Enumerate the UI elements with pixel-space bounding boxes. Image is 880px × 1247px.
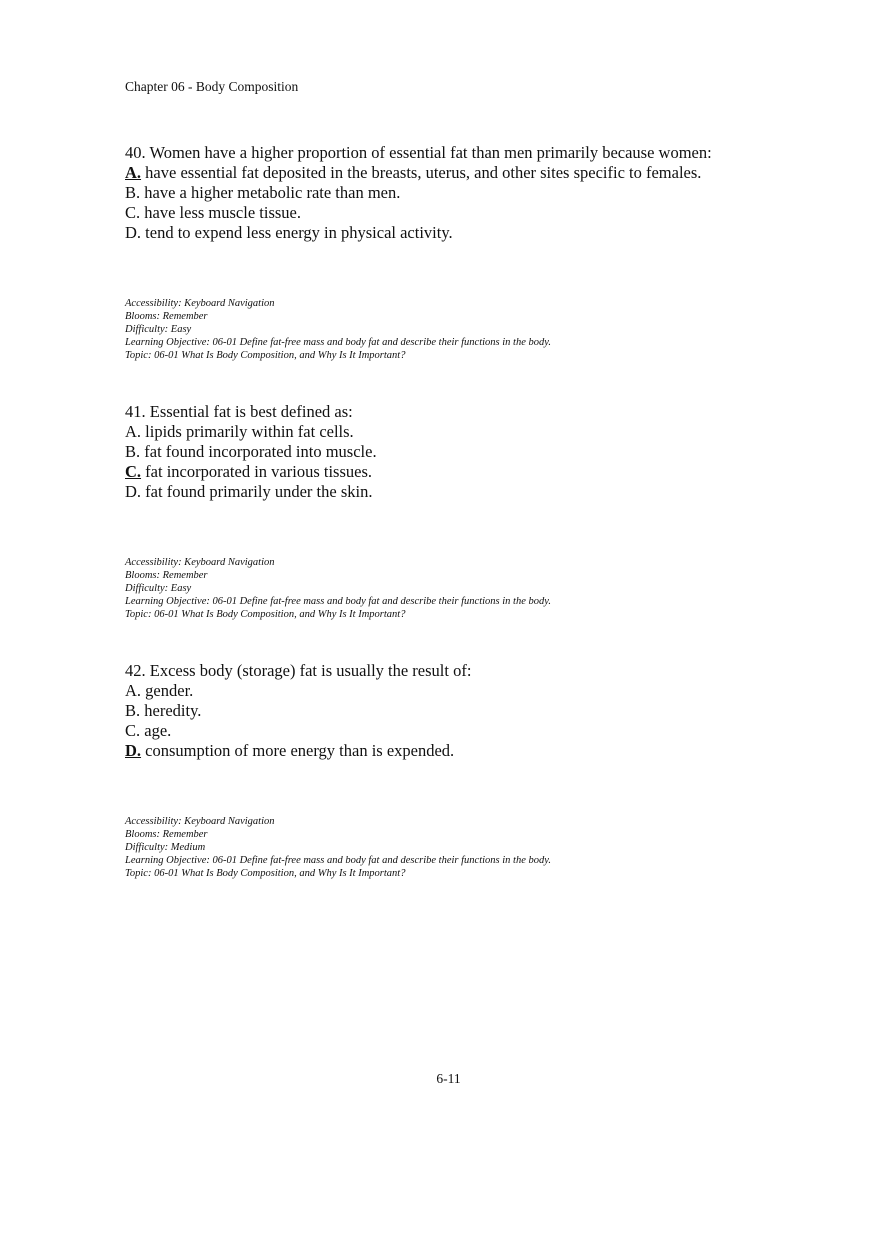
option-text: fat found primarily under the skin.: [141, 482, 373, 501]
answer-option-c: [125, 203, 825, 223]
meta-topic: Topic: 06-01 What Is Body Composition, and Why Is It Important?: [125, 609, 406, 620]
option-text: have a higher metabolic rate than men.: [140, 183, 401, 202]
meta-accessibility: Accessibility: Keyboard Navigation: [125, 298, 275, 309]
meta-accessibility: Accessibility: Keyboard Navigation: [125, 816, 275, 827]
option-letter: A.: [125, 422, 142, 441]
option-letter: B.: [125, 442, 141, 461]
meta-difficulty: Difficulty: Easy: [125, 324, 192, 335]
correct-answer-letter: D.: [125, 741, 142, 760]
option-text: gender.: [141, 681, 194, 700]
chapter-header: Chapter 06 - Body Composition: [125, 79, 299, 94]
meta-learning-objective: Learning Objective: 06-01 Define fat-free mass and body fat and describe their functions in the body.: [125, 596, 551, 607]
answer-option-c: [125, 462, 825, 482]
answer-option-a: [125, 163, 825, 183]
question-metadata: [125, 297, 825, 362]
meta-topic: Topic: 06-01 What Is Body Composition, and Why Is It Important?: [125, 350, 406, 361]
correct-answer-letter: C.: [125, 462, 142, 481]
question-40: [125, 143, 825, 362]
answer-option-a: [125, 681, 825, 701]
question-stem: 41. Essential fat is best defined as:: [125, 402, 353, 421]
answer-option-b: [125, 183, 825, 203]
meta-difficulty: Difficulty: Medium: [125, 842, 206, 853]
option-letter: D.: [125, 223, 142, 242]
option-text: have essential fat deposited in the breasts, uterus, and other sites specific to females.: [141, 163, 702, 182]
meta-learning-objective: Learning Objective: 06-01 Define fat-free mass and body fat and describe their functions in the body.: [125, 337, 551, 348]
option-letter: D.: [125, 482, 142, 501]
option-text: age.: [140, 721, 172, 740]
meta-blooms: Blooms: Remember: [125, 311, 208, 322]
question-42: [125, 661, 825, 880]
meta-blooms: Blooms: Remember: [125, 829, 208, 840]
option-text: fat found incorporated into muscle.: [140, 442, 377, 461]
correct-answer-letter: A.: [125, 163, 142, 182]
meta-difficulty: Difficulty: Easy: [125, 583, 192, 594]
meta-learning-objective: Learning Objective: 06-01 Define fat-free mass and body fat and describe their functions in the body.: [125, 855, 551, 866]
page-number: 6-11: [436, 1071, 461, 1086]
answer-option-d: [125, 223, 825, 243]
meta-blooms: Blooms: Remember: [125, 570, 208, 581]
question-stem: 42. Excess body (storage) fat is usually the result of:: [125, 661, 472, 680]
answer-option-d: [125, 482, 825, 502]
answer-option-d: [125, 741, 825, 761]
meta-accessibility: Accessibility: Keyboard Navigation: [125, 557, 275, 568]
option-letter: C.: [125, 203, 141, 222]
option-letter: A.: [125, 681, 142, 700]
question-stem: 40. Women have a higher proportion of essential fat than men primarily because women:: [125, 143, 712, 162]
option-letter: B.: [125, 183, 141, 202]
option-text: have less muscle tissue.: [140, 203, 301, 222]
option-text: lipids primarily within fat cells.: [141, 422, 354, 441]
question-metadata: [125, 556, 825, 621]
answer-option-a: [125, 422, 825, 442]
option-letter: B.: [125, 701, 141, 720]
answer-option-c: [125, 721, 825, 741]
question-41: [125, 402, 825, 621]
answer-option-b: [125, 701, 825, 721]
option-text: heredity.: [140, 701, 202, 720]
option-text: fat incorporated in various tissues.: [141, 462, 372, 481]
option-text: tend to expend less energy in physical activity.: [141, 223, 453, 242]
question-metadata: [125, 815, 825, 880]
option-letter: C.: [125, 721, 141, 740]
option-text: consumption of more energy than is expended.: [141, 741, 455, 760]
answer-option-b: [125, 442, 825, 462]
meta-topic: Topic: 06-01 What Is Body Composition, and Why Is It Important?: [125, 868, 406, 879]
